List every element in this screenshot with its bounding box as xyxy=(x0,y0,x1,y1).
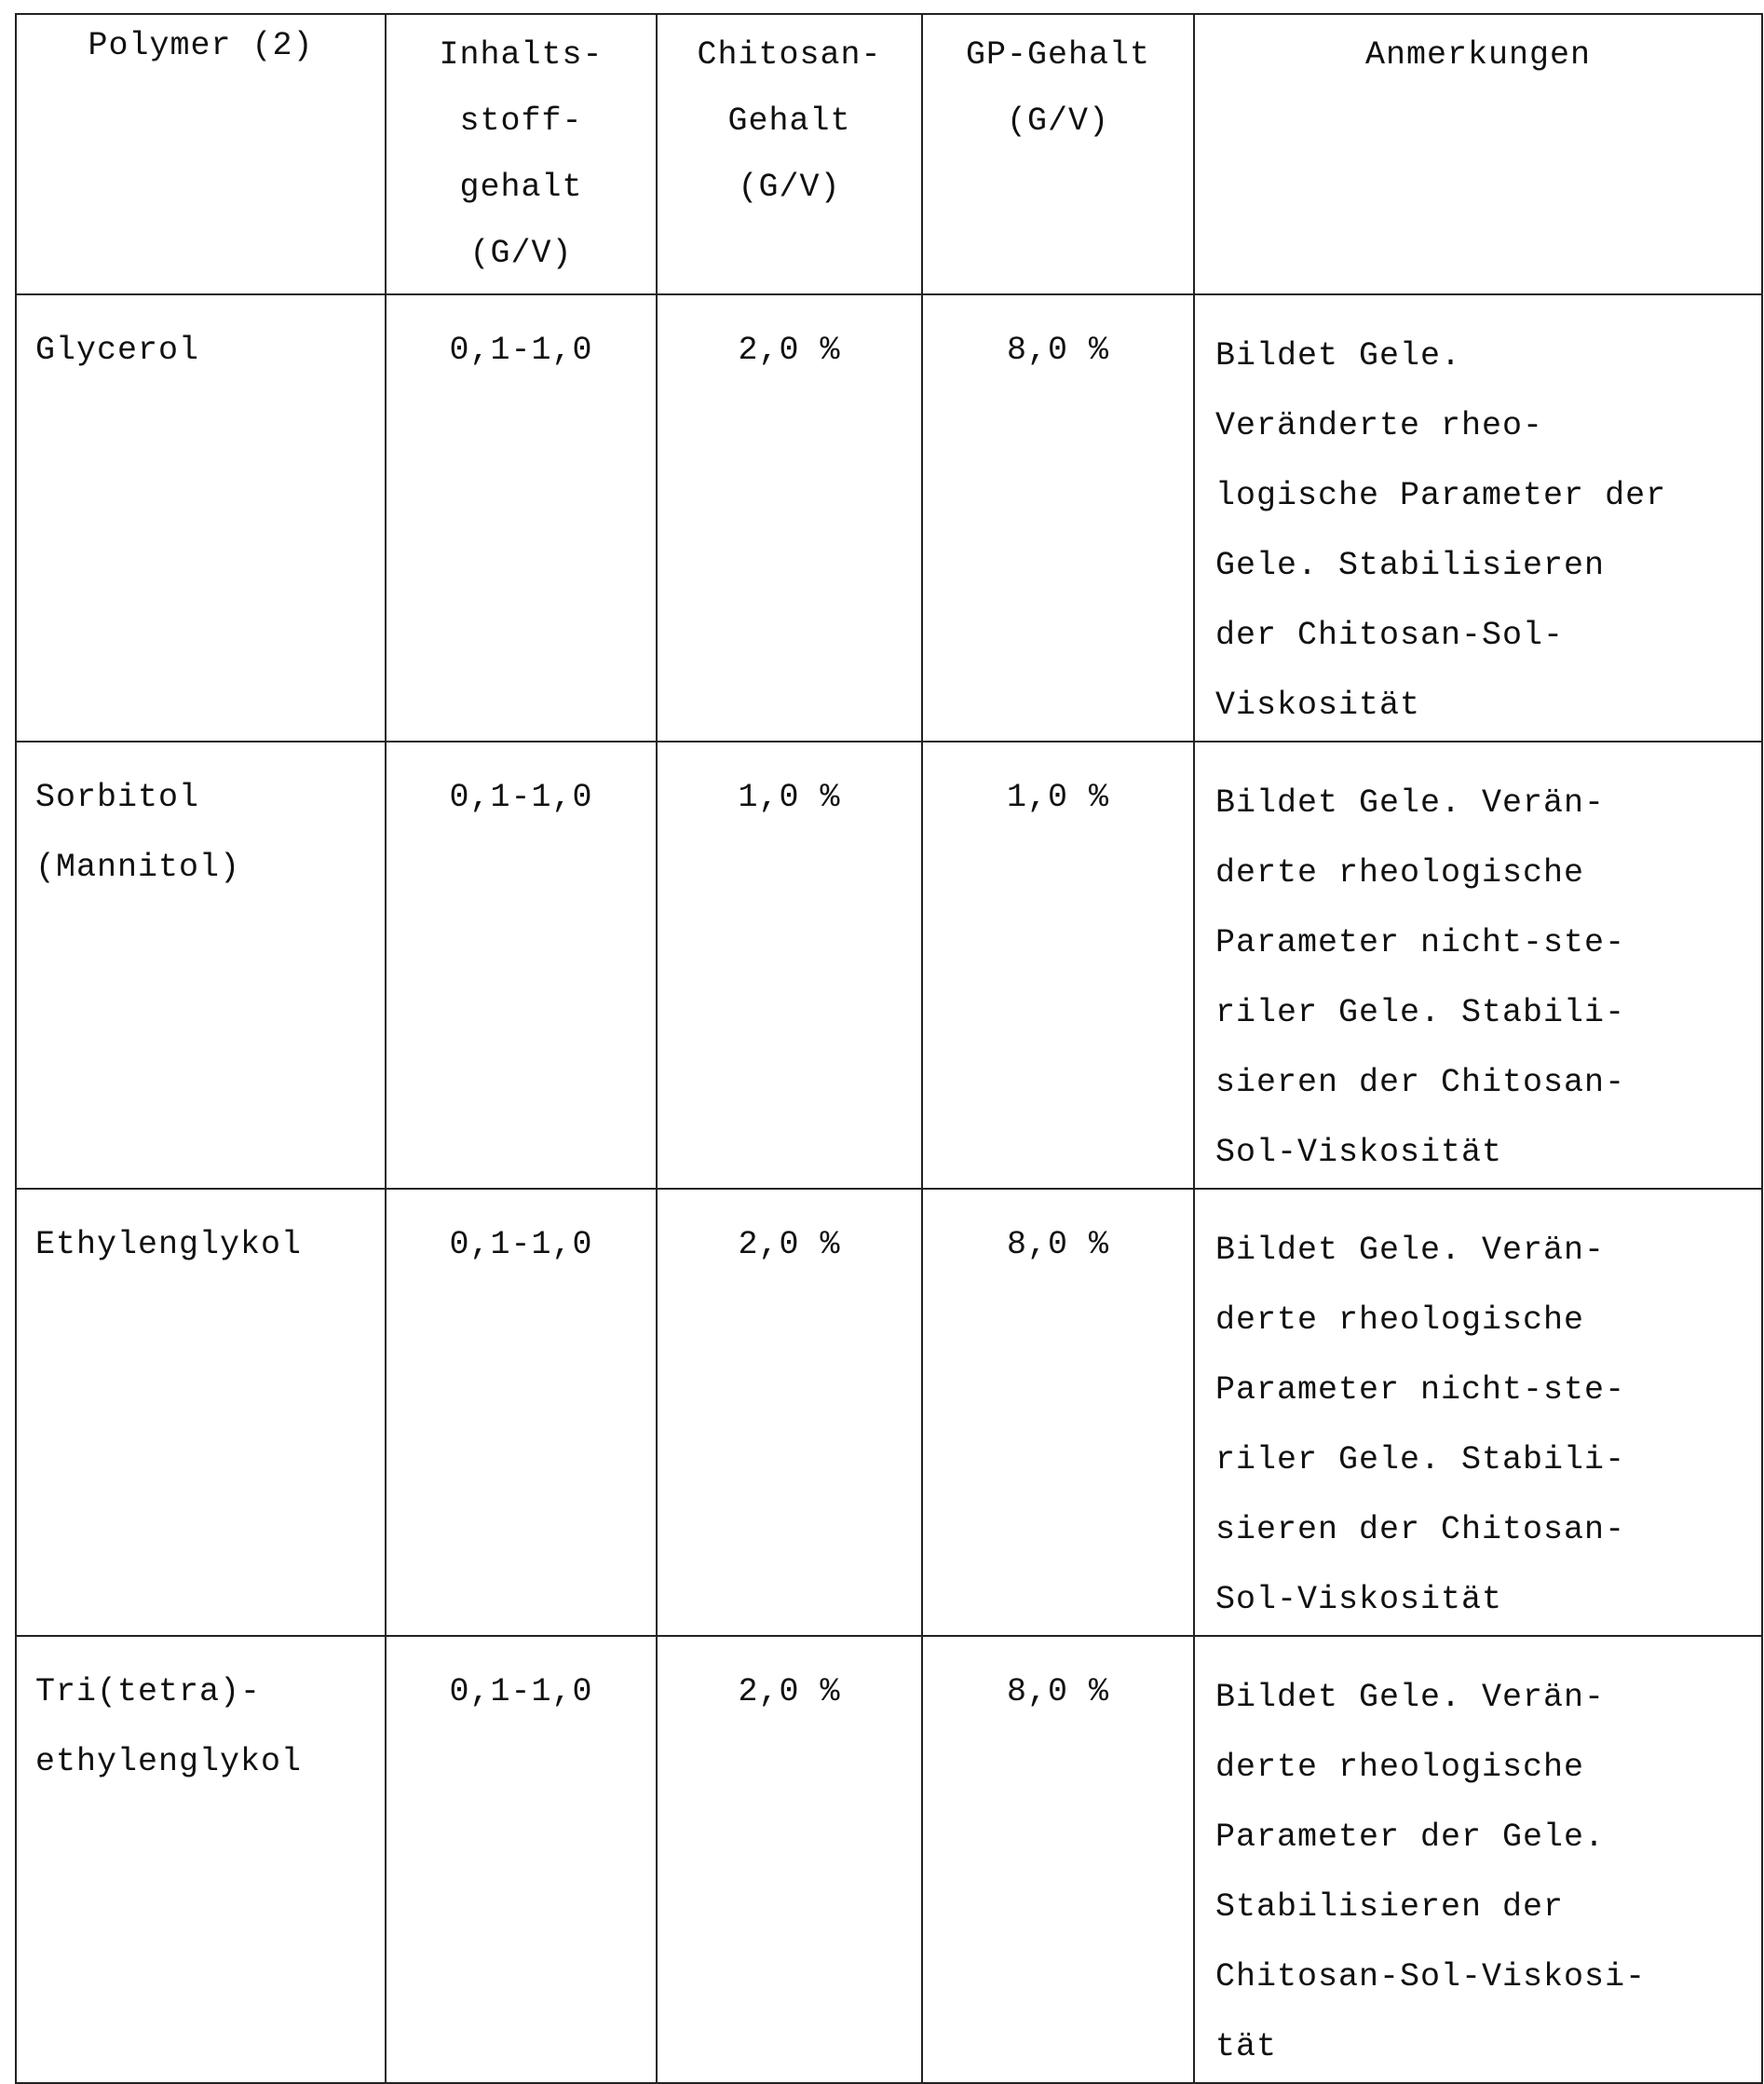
cell-chitosan: 2,0 % xyxy=(657,294,922,742)
cell-chitosan: 2,0 % xyxy=(657,1189,922,1636)
cell-chitosan: 1,0 % xyxy=(657,742,922,1189)
cell-ingredient: 0,1-1,0 xyxy=(386,294,657,742)
cell-chitosan: 2,0 % xyxy=(657,1636,922,2083)
polymer-table xyxy=(15,13,1763,2084)
header-ingredient: Inhalts- stoff- gehalt (G/V) xyxy=(386,14,657,294)
cell-polymer: Sorbitol (Mannitol) xyxy=(16,742,386,1189)
table-row xyxy=(16,294,1762,742)
cell-polymer: Ethylenglykol xyxy=(16,1189,386,1636)
header-row xyxy=(16,14,1762,294)
cell-ingredient: 0,1-1,0 xyxy=(386,1636,657,2083)
table-row xyxy=(16,742,1762,1189)
cell-ingredient: 0,1-1,0 xyxy=(386,1189,657,1636)
table-row xyxy=(16,1189,1762,1636)
header-chitosan: Chitosan- Gehalt (G/V) xyxy=(657,14,922,294)
cell-notes: Bildet Gele. Verän- derte rheologische Parameter der Gele. Stabilisieren der Chitosan-Sol-Viskosi- tät xyxy=(1194,1636,1762,2083)
header-notes: Anmerkungen xyxy=(1194,14,1762,294)
cell-polymer: Glycerol xyxy=(16,294,386,742)
header-polymer: Polymer (2) xyxy=(16,14,386,294)
cell-gp: 8,0 % xyxy=(922,1189,1194,1636)
cell-gp: 1,0 % xyxy=(922,742,1194,1189)
cell-gp: 8,0 % xyxy=(922,294,1194,742)
cell-polymer: Tri(tetra)- ethylenglykol xyxy=(16,1636,386,2083)
cell-ingredient: 0,1-1,0 xyxy=(386,742,657,1189)
table-row xyxy=(16,1636,1762,2083)
cell-notes: Bildet Gele. Verän- derte rheologische Parameter nicht-ste- riler Gele. Stabili- sieren der Chitosan- Sol-Viskosität xyxy=(1194,742,1762,1189)
cell-gp: 8,0 % xyxy=(922,1636,1194,2083)
header-gp: GP-Gehalt (G/V) xyxy=(922,14,1194,294)
cell-notes: Bildet Gele. Veränderte rheo- logische Parameter der Gele. Stabilisieren der Chitosan-Sol- Viskosität xyxy=(1194,294,1762,742)
cell-notes: Bildet Gele. Verän- derte rheologische Parameter nicht-ste- riler Gele. Stabili- sieren der Chitosan- Sol-Viskosität xyxy=(1194,1189,1762,1636)
